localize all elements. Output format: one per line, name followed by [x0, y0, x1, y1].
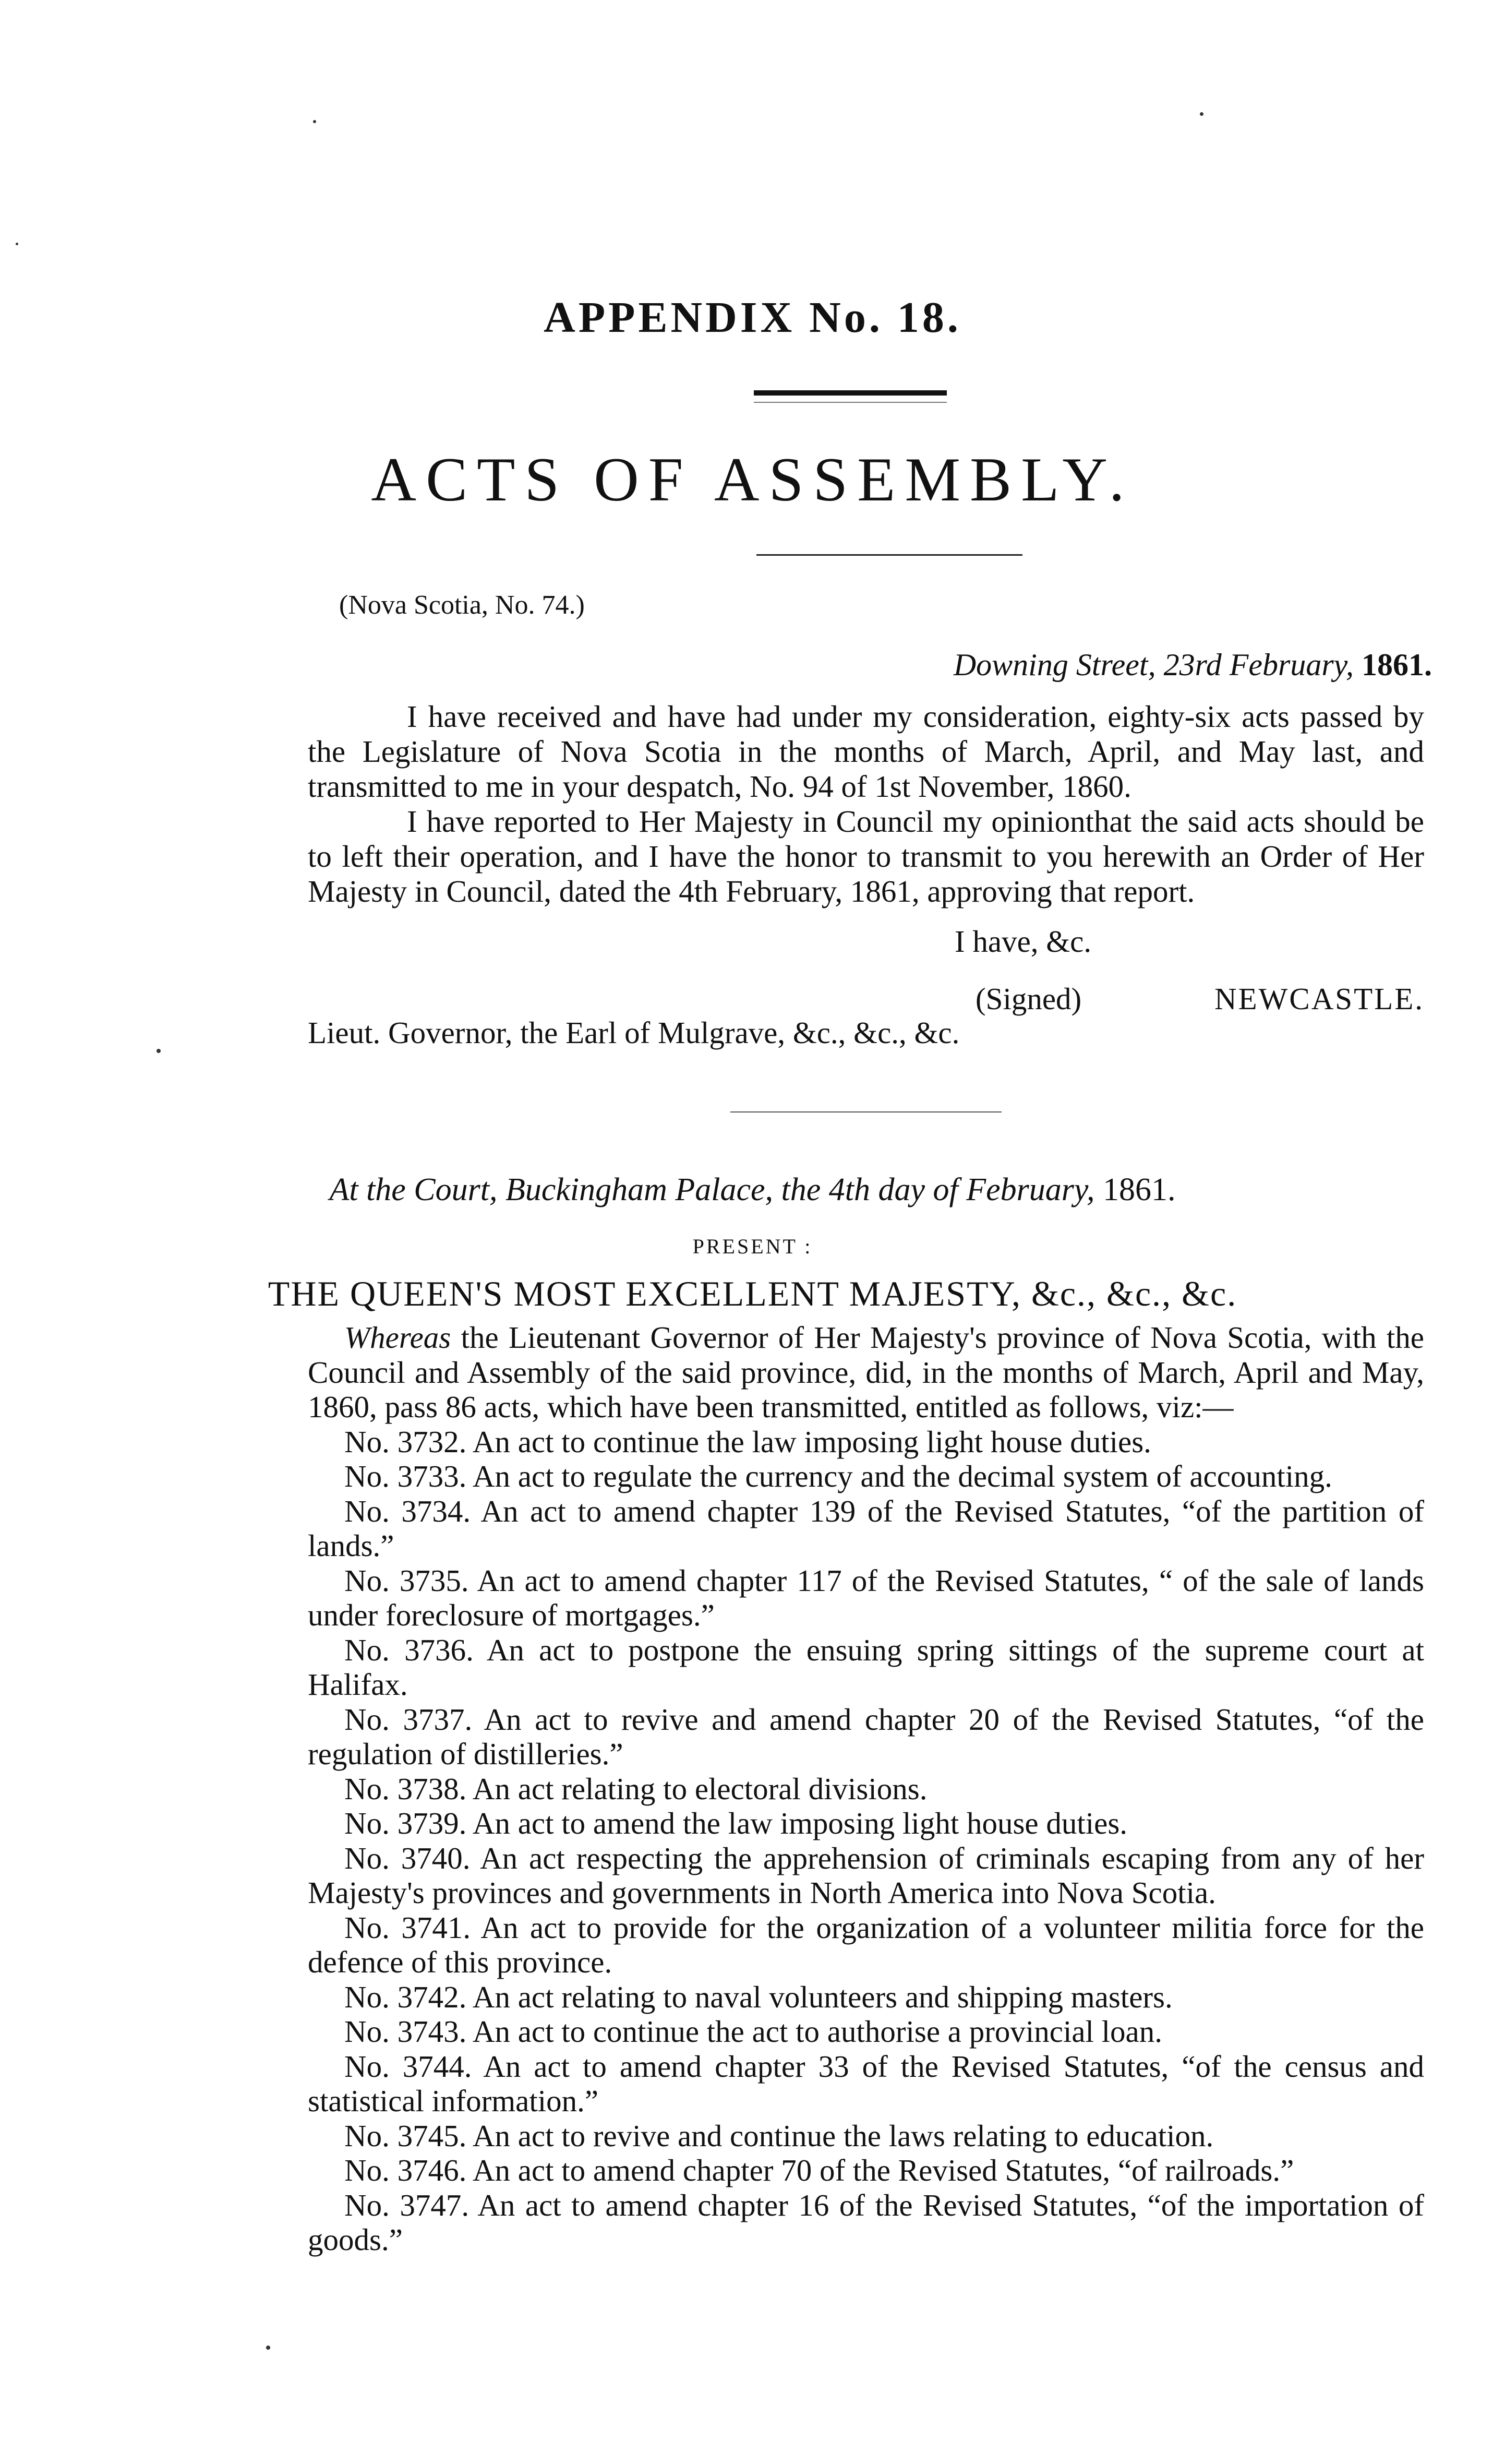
closing: I have, &c.	[955, 924, 1092, 959]
dateline-year: 1861.	[1362, 648, 1432, 682]
signer-name: NEWCASTLE.	[1214, 982, 1424, 1016]
signature-row	[976, 981, 1424, 1017]
section-divider	[730, 1111, 1002, 1113]
title-rule	[754, 390, 947, 396]
act-item: No. 3738. An act relating to electoral divisions.	[344, 1771, 928, 1806]
scan-speck	[16, 243, 18, 245]
whereas-word: Whereas	[344, 1320, 451, 1355]
order-body	[308, 1320, 1424, 2257]
whereas-paragraph	[308, 1320, 1424, 1425]
act-item: No. 3743. An act to continue the act to authorise a provincial loan.	[344, 2014, 1162, 2049]
act-item: No. 3732. An act to continue the law imposing light house duties.	[344, 1424, 1151, 1459]
section-divider	[756, 554, 1022, 556]
despatch-paragraph: I have reported to Her Majesty in Council my opinionthat the said acts should be to left their operation, and I have the honor to transmit to you herewith an Order of Her Majesty in Council, dated the 4th February, 1861, approving that report.	[308, 804, 1424, 908]
main-title: ACTS OF ASSEMBLY.	[371, 445, 1134, 514]
scan-speck	[313, 120, 316, 123]
present-label: PRESENT :	[692, 1235, 813, 1258]
act-item: No. 3733. An act to regulate the currency and the decimal system of accounting.	[344, 1459, 1332, 1493]
act-item: No. 3739. An act to amend the law imposing light house duties.	[344, 1806, 1128, 1840]
act-item: No. 3746. An act to amend chapter 70 of the Revised Statutes, “of railroads.”	[344, 2153, 1294, 2187]
act-item: No. 3742. An act relating to naval volunteers and shipping masters.	[344, 1979, 1173, 2014]
queen-line: THE QUEEN'S MOST EXCELLENT MAJESTY, &c., &c., &c.	[268, 1274, 1237, 1313]
despatch-paragraph: I have received and have had under my consideration, eighty-six acts passed by the Legislature of Nova Scotia in the months of March, April, and May last, and transmitted to me in your despatch, No. 94 of 1st November, 1860.	[308, 699, 1424, 804]
act-item: No. 3744. An act to amend chapter 33 of the Revised Statutes, “of the census and statistical information.”	[308, 2049, 1424, 2118]
act-item: No. 3737. An act to revive and amend chapter 20 of the Revised Statutes, “of the regulation of distilleries.”	[308, 1702, 1424, 1771]
whereas-text: the Lieutenant Governor of Her Majesty's province of Nova Scotia, with the Council and Assembly of the said province, did, in the months of March, April and May, 1860, pass 86 acts, which have been transmitted, entitled as follows, viz:—	[308, 1320, 1424, 1424]
court-year: 1861.	[1103, 1172, 1176, 1207]
title-rule-shadow	[754, 402, 947, 403]
scan-speck	[1200, 112, 1203, 116]
act-item: No. 3740. An act respecting the apprehension of criminals escaping from any of her Majesty's provinces and governments in North America into Nova Scotia.	[308, 1840, 1424, 1910]
act-item: No. 3747. An act to amend chapter 16 of the Revised Statutes, “of the importation of goods.”	[308, 2187, 1424, 2257]
signed-label: (Signed)	[976, 982, 1082, 1016]
act-item: No. 3745. An act to revive and continue the laws relating to education.	[344, 2118, 1214, 2153]
scan-speck	[266, 2346, 270, 2350]
appendix-title: APPENDIX No. 18.	[544, 293, 961, 342]
act-item: No. 3735. An act to amend chapter 117 of the Revised Statutes, “ of the sale of lands under foreclosure of mortgages.”	[308, 1563, 1424, 1632]
addressee: Lieut. Governor, the Earl of Mulgrave, &c., &c., &c.	[308, 1015, 960, 1050]
court-line	[0, 1171, 1505, 1209]
dateline-text: Downing Street, 23rd February,	[953, 648, 1354, 682]
court-line-text: At the Court, Buckingham Palace, the 4th day of February,	[329, 1172, 1095, 1207]
scan-speck	[156, 1049, 161, 1053]
despatch-body	[308, 699, 1424, 909]
act-item: No. 3734. An act to amend chapter 139 of the Revised Statutes, “of the partition of lands.”	[308, 1493, 1424, 1563]
despatch-reference: (Nova Scotia, No. 74.)	[339, 590, 585, 620]
act-item: No. 3741. An act to provide for the organization of a volunteer militia force for the defence of this province.	[308, 1910, 1424, 1979]
despatch-dateline	[954, 647, 1432, 683]
act-item: No. 3736. An act to postpone the ensuing spring sittings of the supreme court at Halifax.	[308, 1632, 1424, 1702]
